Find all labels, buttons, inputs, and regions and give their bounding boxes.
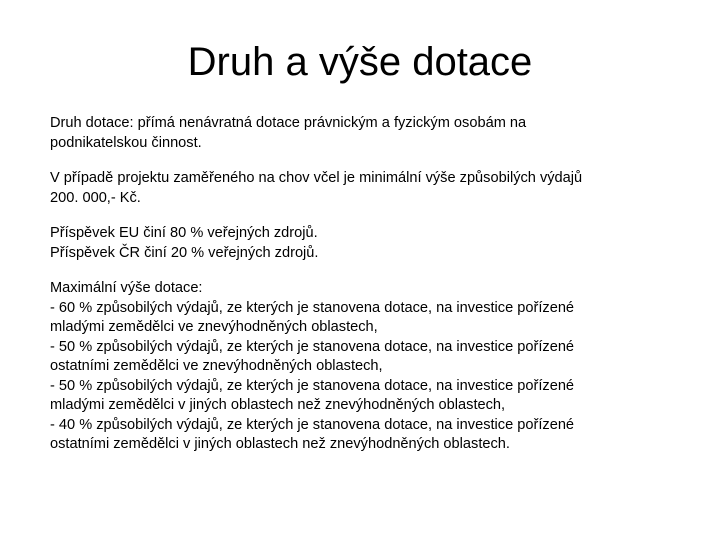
text-line: Druh dotace: přímá nenávratná dotace právnickým a fyzickým osobám na [50, 115, 527, 131]
text-line: Příspěvek ČR činí 20 % veřejných zdrojů. [50, 244, 319, 261]
text-line: mladými zemědělci ve znevýhodněných oblastech, [50, 319, 378, 335]
text-line: - 40 % způsobilých výdajů, ze kterých je stanovena dotace, na investice pořízené [50, 416, 575, 433]
paragraph-maximum-subsidy [50, 279, 680, 455]
text-line: ostatními zemědělci v jiných oblastech než znevýhodněných oblastech. [50, 436, 510, 452]
text-line: - 50 % způsobilých výdajů, ze kterých je stanovena dotace, na investice pořízené [50, 377, 575, 394]
text-line: 200. 000,- Kč. [50, 189, 141, 206]
text-line: - 60 % způsobilých výdajů, ze kterých je stanovena dotace, na investice pořízené [50, 299, 575, 316]
text-line: Maximální výše dotace: [50, 280, 203, 296]
text-line: mladými zemědělci v jiných oblastech než znevýhodněných oblastech, [50, 397, 506, 413]
text-line: podnikatelskou činnost. [50, 134, 202, 151]
text-line: V případě projektu zaměřeného na chov včel je minimální výše způsobilých výdajů [50, 170, 583, 186]
text-line: Příspěvek EU činí 80 % veřejných zdrojů. [50, 225, 318, 241]
slide-title: Druh a výše dotace [187, 40, 533, 84]
paragraph-contributions [50, 224, 680, 263]
paragraph-minimum-expenses [50, 169, 680, 208]
paragraph-dotace-type [50, 114, 680, 153]
slide-content [50, 114, 680, 471]
text-line: - 50 % způsobilých výdajů, ze kterých je stanovena dotace, na investice pořízené [50, 338, 575, 355]
text-line: ostatními zemědělci ve znevýhodněných oblastech, [50, 358, 383, 374]
